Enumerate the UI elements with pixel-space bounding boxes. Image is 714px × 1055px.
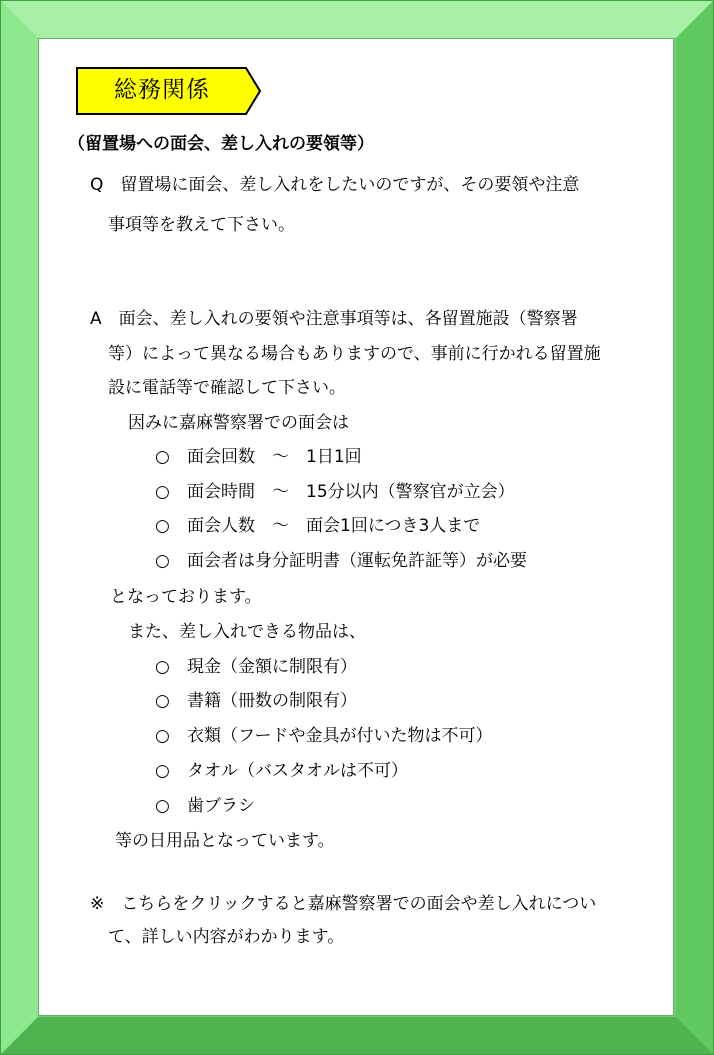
goods-item-text: 衣類（フードや金具が付いた物は不可） [187, 726, 493, 746]
bullet-circle-icon: ○ [155, 657, 170, 677]
visit-item-time [155, 481, 515, 503]
section-heading-tag [76, 67, 262, 115]
note-link-line-1[interactable]: ※ こちらをクリックすると嘉麻警察署での面会や差し入れについ [90, 894, 597, 914]
visit-closing: となっております。 [110, 587, 262, 607]
answer-line-3: 設に電話等で確認して下さい。 [108, 378, 346, 398]
answer-line-2: 等）によって異なる場合もありますので、事前に行かれる留置施 [108, 344, 601, 364]
visit-item-text: 面会時間 ～ 15分以内（警察官が立会） [187, 482, 515, 502]
bullet-circle-icon: ○ [155, 447, 170, 467]
goods-item-toothbrush [155, 795, 255, 817]
goods-item-text: 書籍（冊数の制限有） [187, 691, 357, 711]
goods-item-text: タオル（バスタオルは不可） [187, 761, 408, 781]
goods-item-books [155, 690, 357, 712]
goods-item-text: 歯ブラシ [187, 796, 255, 816]
answer-line-1: A 面会、差し入れの要領や注意事項等は、各留置施設（警察署 [90, 309, 578, 329]
bullet-circle-icon: ○ [155, 726, 170, 746]
goods-item-clothing [155, 725, 493, 747]
goods-item-cash [155, 656, 357, 678]
visit-item-id [155, 550, 527, 572]
goods-item-text: 現金（金額に制限有） [187, 657, 357, 677]
visit-item-text: 面会回数 ～ 1日1回 [187, 447, 362, 467]
question-line-1: Q 留置場に面会、差し入れをしたいのですが、その要領や注意 [90, 175, 580, 195]
bullet-circle-icon: ○ [155, 691, 170, 711]
visit-intro: 因みに嘉麻警察署での面会は [128, 413, 349, 433]
goods-closing: 等の日用品となっています。 [115, 831, 335, 851]
goods-intro: また、差し入れできる物品は、 [128, 622, 366, 642]
visit-item-people [155, 515, 480, 537]
visit-item-text: 面会人数 ～ 面会1回につき3人まで [187, 516, 481, 536]
bullet-circle-icon: ○ [155, 516, 170, 536]
bullet-circle-icon: ○ [155, 551, 170, 571]
bullet-circle-icon: ○ [155, 796, 170, 816]
bullet-circle-icon: ○ [155, 761, 170, 781]
note-link-line-2[interactable]: て、詳しい内容がわかります。 [108, 927, 345, 947]
goods-item-towel [155, 760, 408, 782]
question-line-2: 事項等を教えて下さい。 [108, 215, 295, 235]
visit-item-count [155, 446, 362, 468]
subheading: （留置場への面会、差し入れの要領等） [68, 134, 374, 154]
visit-item-text: 面会者は身分証明書（運転免許証等）が必要 [187, 551, 527, 571]
bullet-circle-icon: ○ [155, 482, 170, 502]
section-heading: 総務関係 [114, 77, 210, 103]
